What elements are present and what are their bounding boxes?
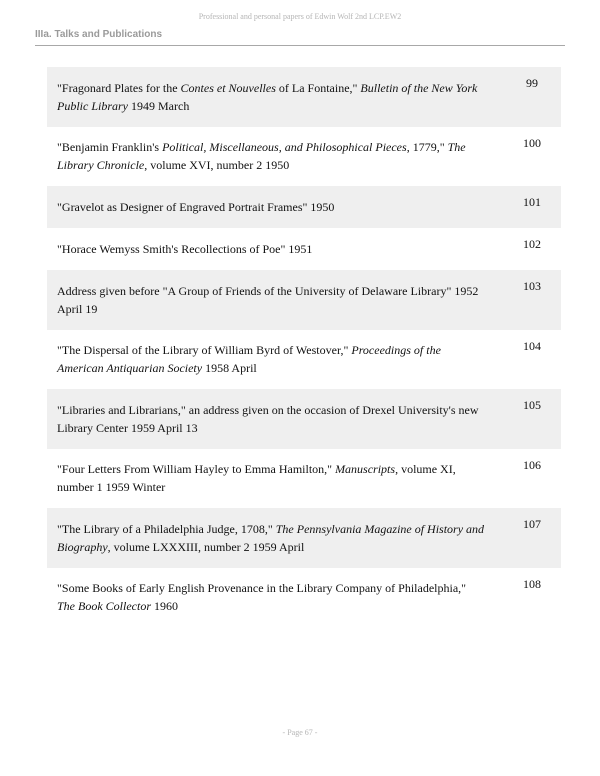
list-item [47,389,561,449]
item-text: , 1779," [406,140,448,155]
list-item [47,228,561,270]
item-text: "Gravelot as Designer of Engraved Portrait Frames" 1950 [57,200,335,214]
list-item [47,330,561,390]
item-text: Address given before "A Group of Friends of the University of Delaware Library" 1952 April 19 [57,283,479,316]
list-item [47,568,561,628]
item-description [57,138,517,174]
item-description [57,79,517,115]
section-divider [35,45,565,46]
item-number: 99 [526,76,538,90]
item-description [57,240,517,258]
item-title-italic: Political, Miscellaneous, and Philosophical Pieces [162,140,407,155]
item-text: "Fragonard Plates for the [57,80,181,95]
list-item [47,186,561,228]
item-text: 1949 March [128,98,190,113]
item-text: of La Fontaine," [275,80,361,95]
section-title: IIIa. Talks and Publications [35,29,163,40]
list-item [47,270,561,330]
item-description [57,520,517,556]
page-number: - Page 67 - [282,728,318,737]
item-text: , volume XI, number 1 1959 Winter [57,462,456,495]
item-description [57,579,517,615]
item-title-italic: The Book Collector [57,599,151,614]
item-number: 103 [523,279,541,293]
item-number: 108 [523,576,541,591]
item-text: "The Library of a Philadelphia Judge, 1708," [57,521,276,536]
item-text: 1960 [150,599,178,614]
item-description [57,401,517,437]
item-description [57,198,517,216]
item-text: 1958 April [202,361,257,376]
item-list [47,67,561,627]
item-title-italic: The Library Chronicle [57,140,466,173]
list-item [47,127,561,187]
item-number: 107 [523,517,541,531]
list-item [47,449,561,509]
item-text: , volume LXXXIII, number 2 1959 April [107,539,305,554]
item-text: "The Dispersal of the Library of William Byrd of Westover," [57,343,352,358]
item-number: 100 [523,135,541,150]
list-item [47,508,561,568]
item-title-italic: Proceedings of the American Antiquarian Society [57,343,441,376]
item-title-italic: The Pennsylvania Magazine of History and Biography [57,521,485,554]
item-description [57,460,517,496]
item-title-italic: Bulletin of the New York Public Library [57,80,478,113]
item-number: 102 [523,237,541,251]
item-text: "Horace Wemyss Smith's Recollections of Poe" 1951 [57,242,313,256]
item-description [57,282,517,318]
item-text: "Benjamin Franklin's [57,140,163,155]
item-number: 104 [523,338,541,353]
item-title-italic: Manuscripts [335,462,396,477]
item-number: 101 [523,195,541,209]
running-header: Professional and personal papers of Edwin Wolf 2nd LCP.EW2 [198,12,402,21]
list-item [47,67,561,127]
item-title-italic: Contes et Nouvelles [180,80,276,95]
item-number: 106 [523,457,541,472]
item-text: "Four Letters From William Hayley to Emma Hamilton," [57,462,336,477]
item-number: 105 [523,398,541,412]
item-text: "Libraries and Librarians," an address given on the occasion of Drexel University's new Library Center 1959 April 13 [57,402,479,435]
item-description [57,341,517,377]
item-text: , volume XVI, number 2 1950 [144,158,290,173]
item-text: "Some Books of Early English Provenance in the Library Company of Philadelphia," [57,581,467,596]
